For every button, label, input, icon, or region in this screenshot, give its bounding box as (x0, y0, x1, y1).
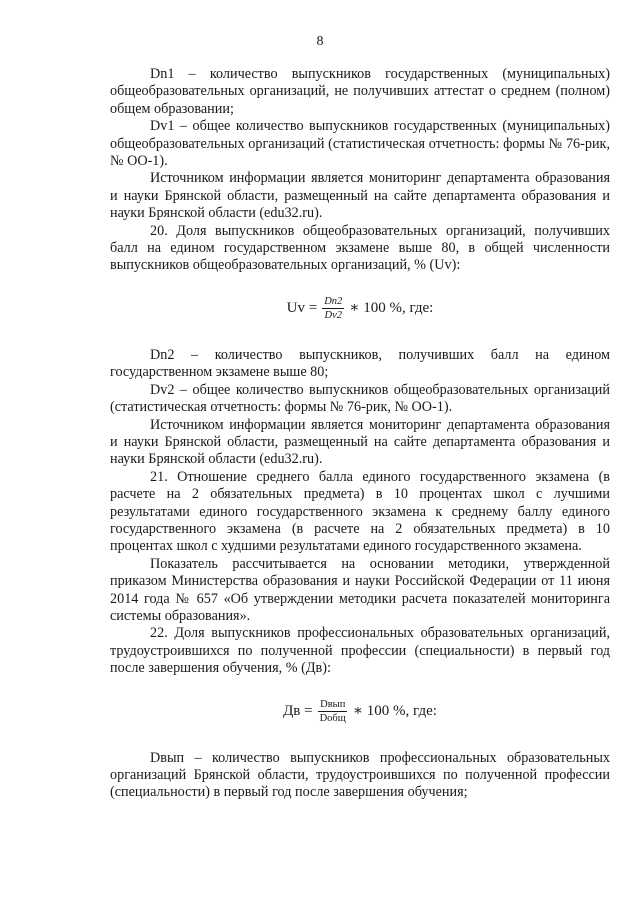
formula-uv-fraction (322, 296, 344, 321)
formula-dv-rhs: ∗ 100 %, где: (352, 702, 437, 719)
formula-dv (110, 698, 610, 726)
formula-uv-denominator: Dv2 (324, 310, 342, 322)
paragraph-dv2: Dv2 – общее количество выпускников общеобразовательных организаций (статистическая отчетность: формы № 76-рик, № ОО-1). (110, 381, 610, 416)
paragraph-dv1: Dv1 – общее количество выпускников государственных (муниципальных) общеобразовательных организаций (статистическая отчетность: формы № 76-рик, № ОО-1). (110, 118, 610, 170)
formula-dv-lhs: Дв = (283, 702, 313, 719)
formula-dv-fraction (318, 699, 348, 724)
formula-uv (110, 295, 610, 323)
paragraph-source-1: Источником информации является мониторинг департамента образования и науки Брянской области, размещенный на сайте департамента образования и науки Брянской области (edu32.ru). (110, 170, 610, 222)
page-number: 8 (316, 34, 324, 49)
paragraph-dn1: Dn1 – количество выпускников государственных (муниципальных) общеобразовательных организаций, не получивших аттестат о среднем (полном) общем образовании; (110, 66, 610, 117)
formula-uv-numerator: Dn2 (324, 296, 343, 308)
formula-dv-denominator: Dобщ (319, 713, 346, 725)
formula-dv-numerator: Dвып (320, 699, 346, 711)
paragraph-item-20: 20. Доля выпускников общеобразовательных организаций, получивших балл на едином государственном экзамене выше 80, в общей численности выпускников общеобразовательных организаций, % (Uv): (110, 222, 610, 274)
paragraph-methodology: Показатель рассчитывается на основании методики, утвержденной приказом Министерства образования и науки Российской Федерации от 11 июня 2014 года № 657 «Об утверждении методики расчета показателей мониторинга системы образования». (110, 555, 610, 624)
paragraph-source-2: Источником информации является мониторинг департамента образования и науки Брянской области, размещенный на сайте департамента образования и науки Брянской области (edu32.ru). (110, 416, 610, 468)
paragraph-item-22: 22. Доля выпускников профессиональных образовательных организаций, трудоустроившихся по полученной профессии (специальности) в первый год после завершения обучения, % (Дв): (110, 625, 610, 677)
document-body (110, 66, 610, 802)
paragraph-item-21: 21. Отношение среднего балла единого государственного экзамена (в расчете на 2 обязательных предмета) в 10 процентах школ с лучшими результатами единого государственного экзамена к среднему баллу единого государственного экзамена (в расчете на 2 обязательных предмета) в 10 процентах школ с худшими результатами единого государственного экзамена. (110, 468, 610, 555)
formula-uv-rhs: ∗ 100 %, где: (349, 300, 434, 317)
paragraph-dn2: Dn2 – количество выпускников, получивших балл на едином государственном экзамене выше 80; (110, 346, 610, 381)
formula-uv-lhs: Uv = (286, 300, 318, 317)
paragraph-dvyp: Dвып – количество выпускников профессиональных образовательных организаций Брянской области, трудоустроившихся по полученной профессии (специальности) в первый год после завершения обучения; (110, 749, 610, 801)
